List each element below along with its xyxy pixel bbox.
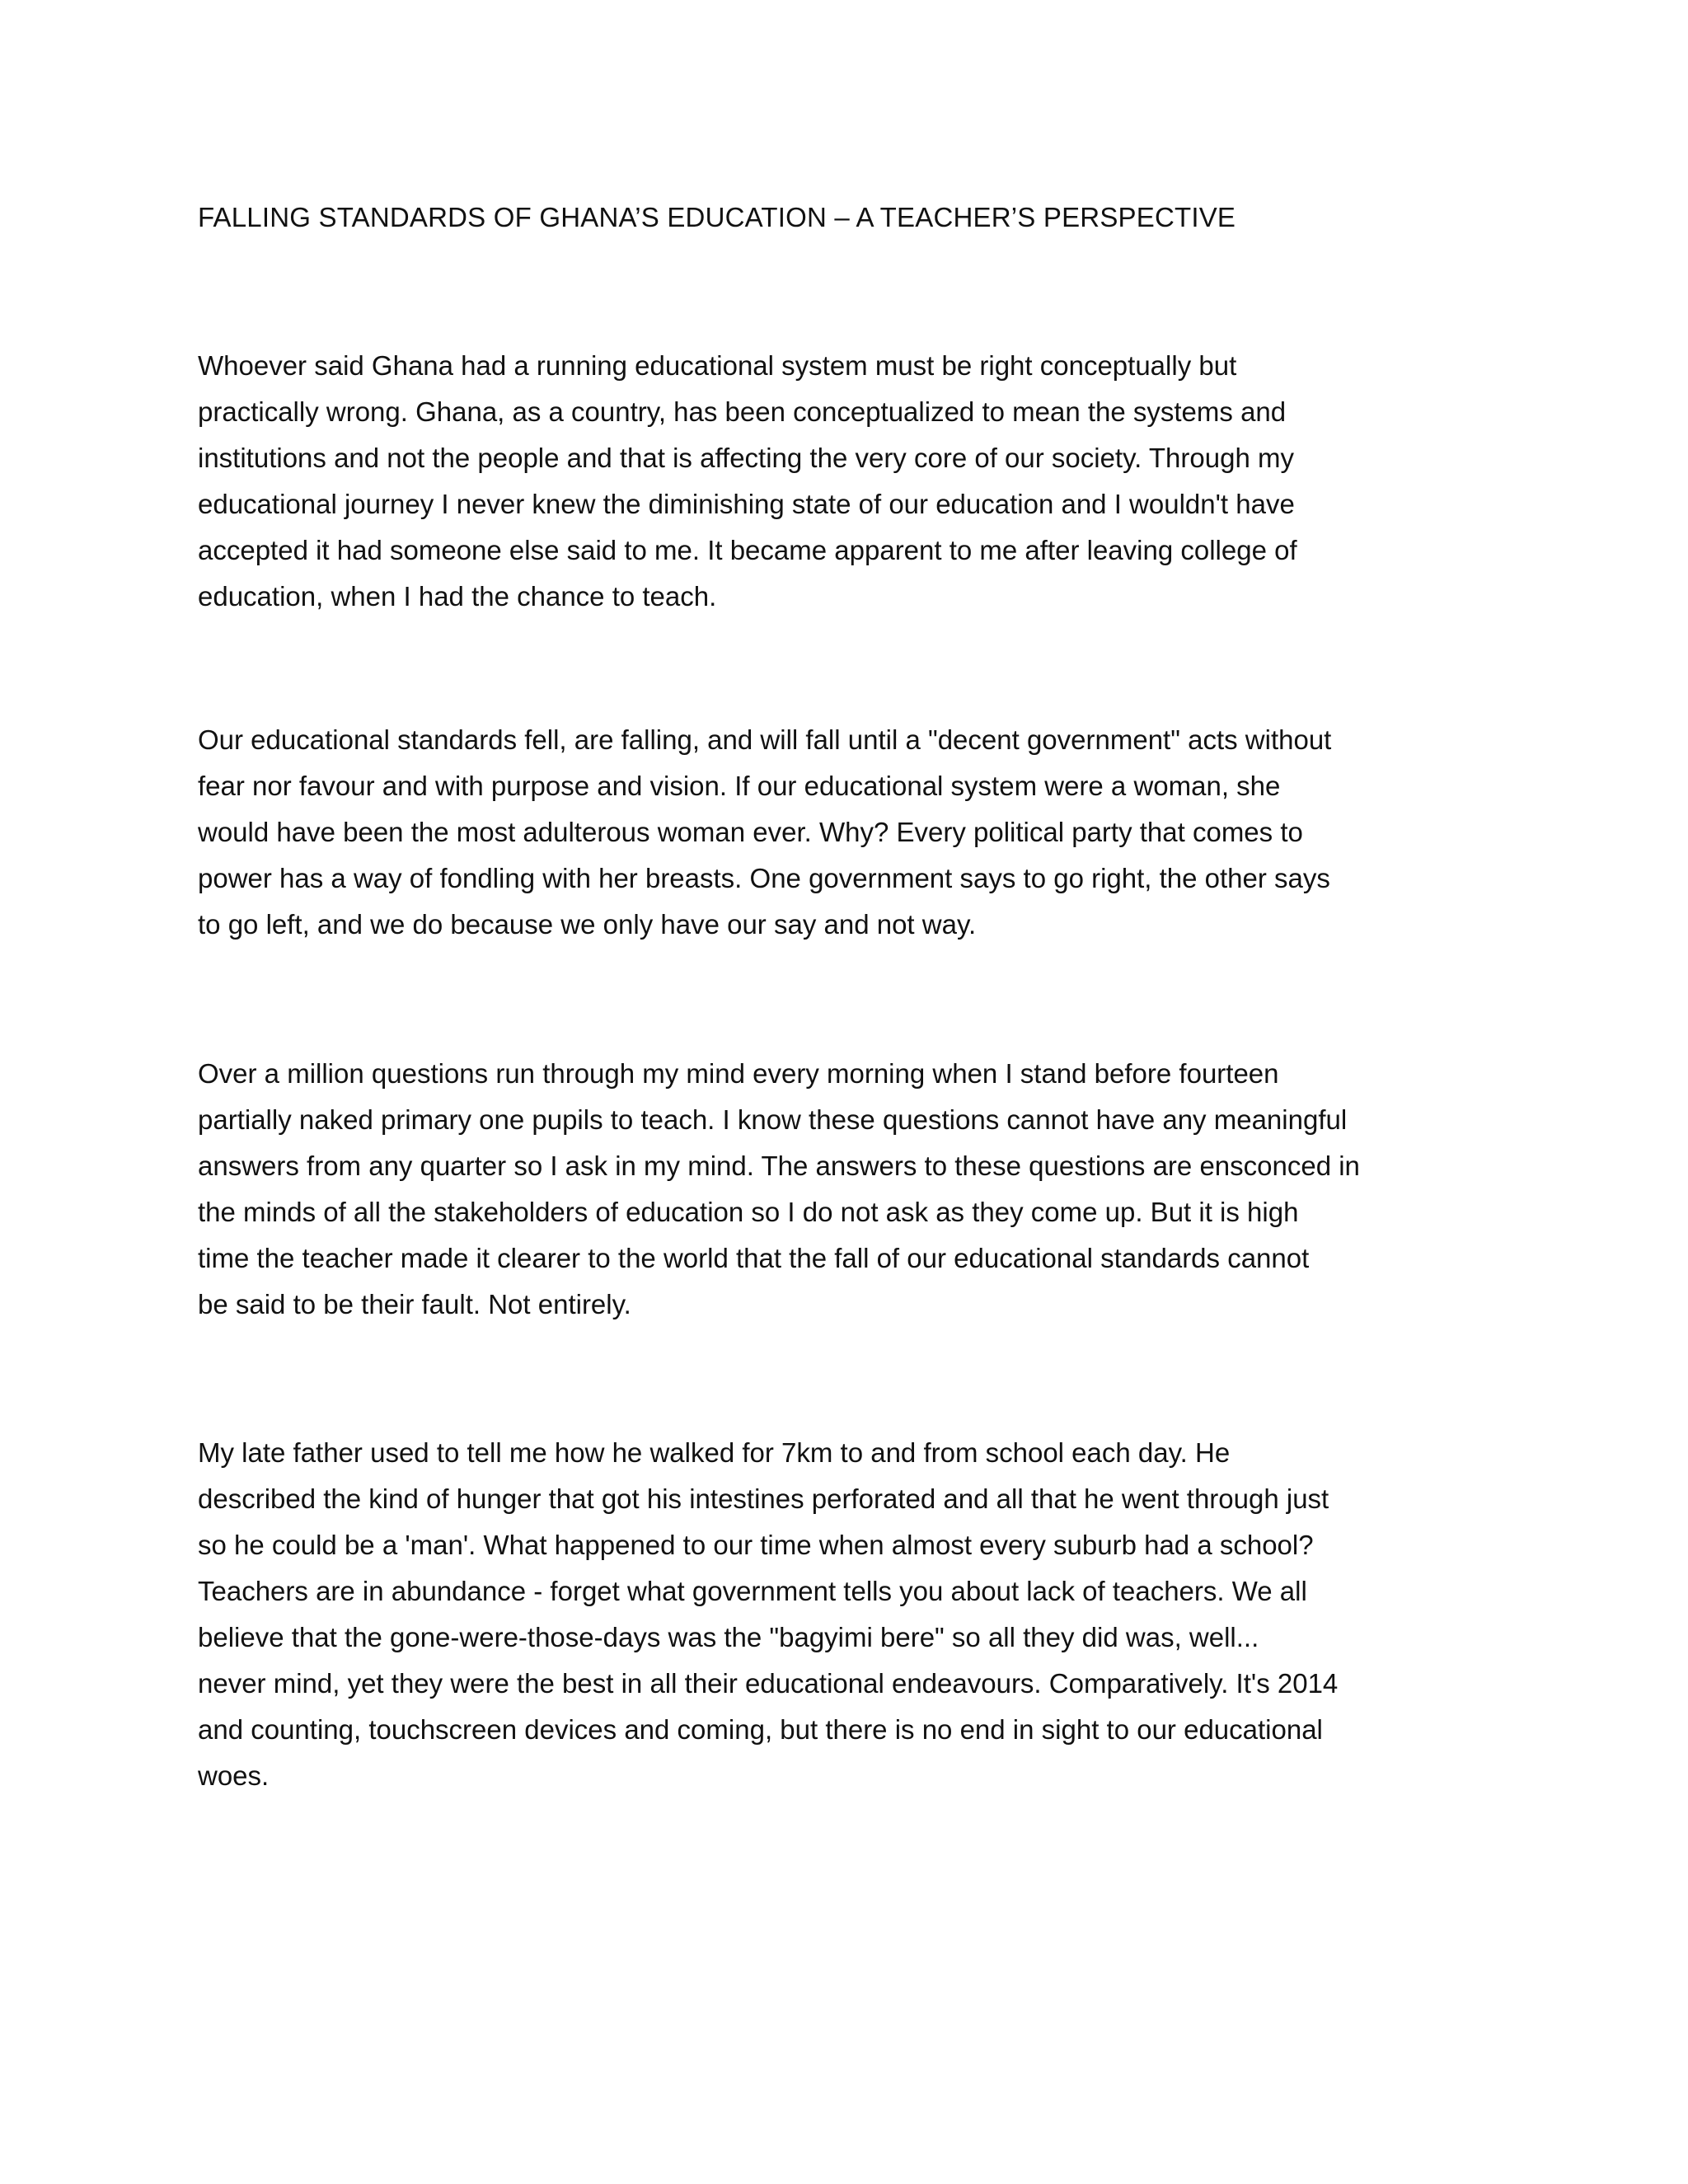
- text-line: so he could be a 'man'. What happened to our time when almost every suburb had a school?: [198, 1530, 1314, 1560]
- text-line: never mind, yet they were the best in all their educational endeavours. Comparatively. It's 2014: [198, 1668, 1339, 1699]
- text-line: answers from any quarter so I ask in my mind. The answers to these questions are ensconced in: [198, 1151, 1360, 1181]
- text-line: education, when I had the chance to teach.: [198, 581, 717, 612]
- text-line: described the kind of hunger that got his intestines perforated and all that he went through just: [198, 1483, 1329, 1514]
- text-line: and counting, touchscreen devices and coming, but there is no end in sight to our educational: [198, 1714, 1323, 1745]
- text-line: institutions and not the people and that is affecting the very core of our society. Through my: [198, 443, 1294, 473]
- paragraph-2: [198, 717, 1500, 948]
- text-line: to go left, and we do because we only have our say and not way.: [198, 909, 977, 940]
- text-line: Teachers are in abundance - forget what government tells you about lack of teachers. We all: [198, 1576, 1307, 1606]
- text-line: power has a way of fondling with her breasts. One government says to go right, the other says: [198, 863, 1330, 893]
- text-line: Our educational standards fell, are falling, and will fall until a "decent government" acts without: [198, 724, 1332, 755]
- text-line: fear nor favour and with purpose and vision. If our educational system were a woman, she: [198, 771, 1281, 801]
- text-line: would have been the most adulterous woman ever. Why? Every political party that comes to: [198, 817, 1303, 847]
- document-title: FALLING STANDARDS OF GHANA’S EDUCATION – A TEACHER’S PERSPECTIVE: [198, 202, 1236, 232]
- text-line: practically wrong. Ghana, as a country, has been conceptualized to mean the systems and: [198, 396, 1287, 427]
- text-line: educational journey I never knew the diminishing state of our education and I wouldn't have: [198, 489, 1295, 519]
- text-line: be said to be their fault. Not entirely.: [198, 1289, 631, 1319]
- paragraph-1: [198, 343, 1500, 620]
- text-line: the minds of all the stakeholders of education so I do not ask as they come up. But it is high: [198, 1197, 1299, 1227]
- text-line: Over a million questions run through my mind every morning when I stand before fourteen: [198, 1058, 1279, 1089]
- paragraph-4: [198, 1430, 1500, 1799]
- text-line: My late father used to tell me how he walked for 7km to and from school each day. He: [198, 1437, 1231, 1468]
- text-line: Whoever said Ghana had a running educational system must be right conceptually but: [198, 350, 1237, 381]
- paragraph-3: [198, 1051, 1500, 1328]
- text-line: partially naked primary one pupils to teach. I know these questions cannot have any meaningful: [198, 1104, 1348, 1135]
- text-line: believe that the gone-were-those-days was the "bagyimi bere" so all they did was, well...: [198, 1622, 1259, 1652]
- text-line: time the teacher made it clearer to the world that the fall of our educational standards cannot: [198, 1243, 1310, 1273]
- text-line: woes.: [198, 1760, 270, 1791]
- text-line: accepted it had someone else said to me. It became apparent to me after leaving college of: [198, 535, 1297, 565]
